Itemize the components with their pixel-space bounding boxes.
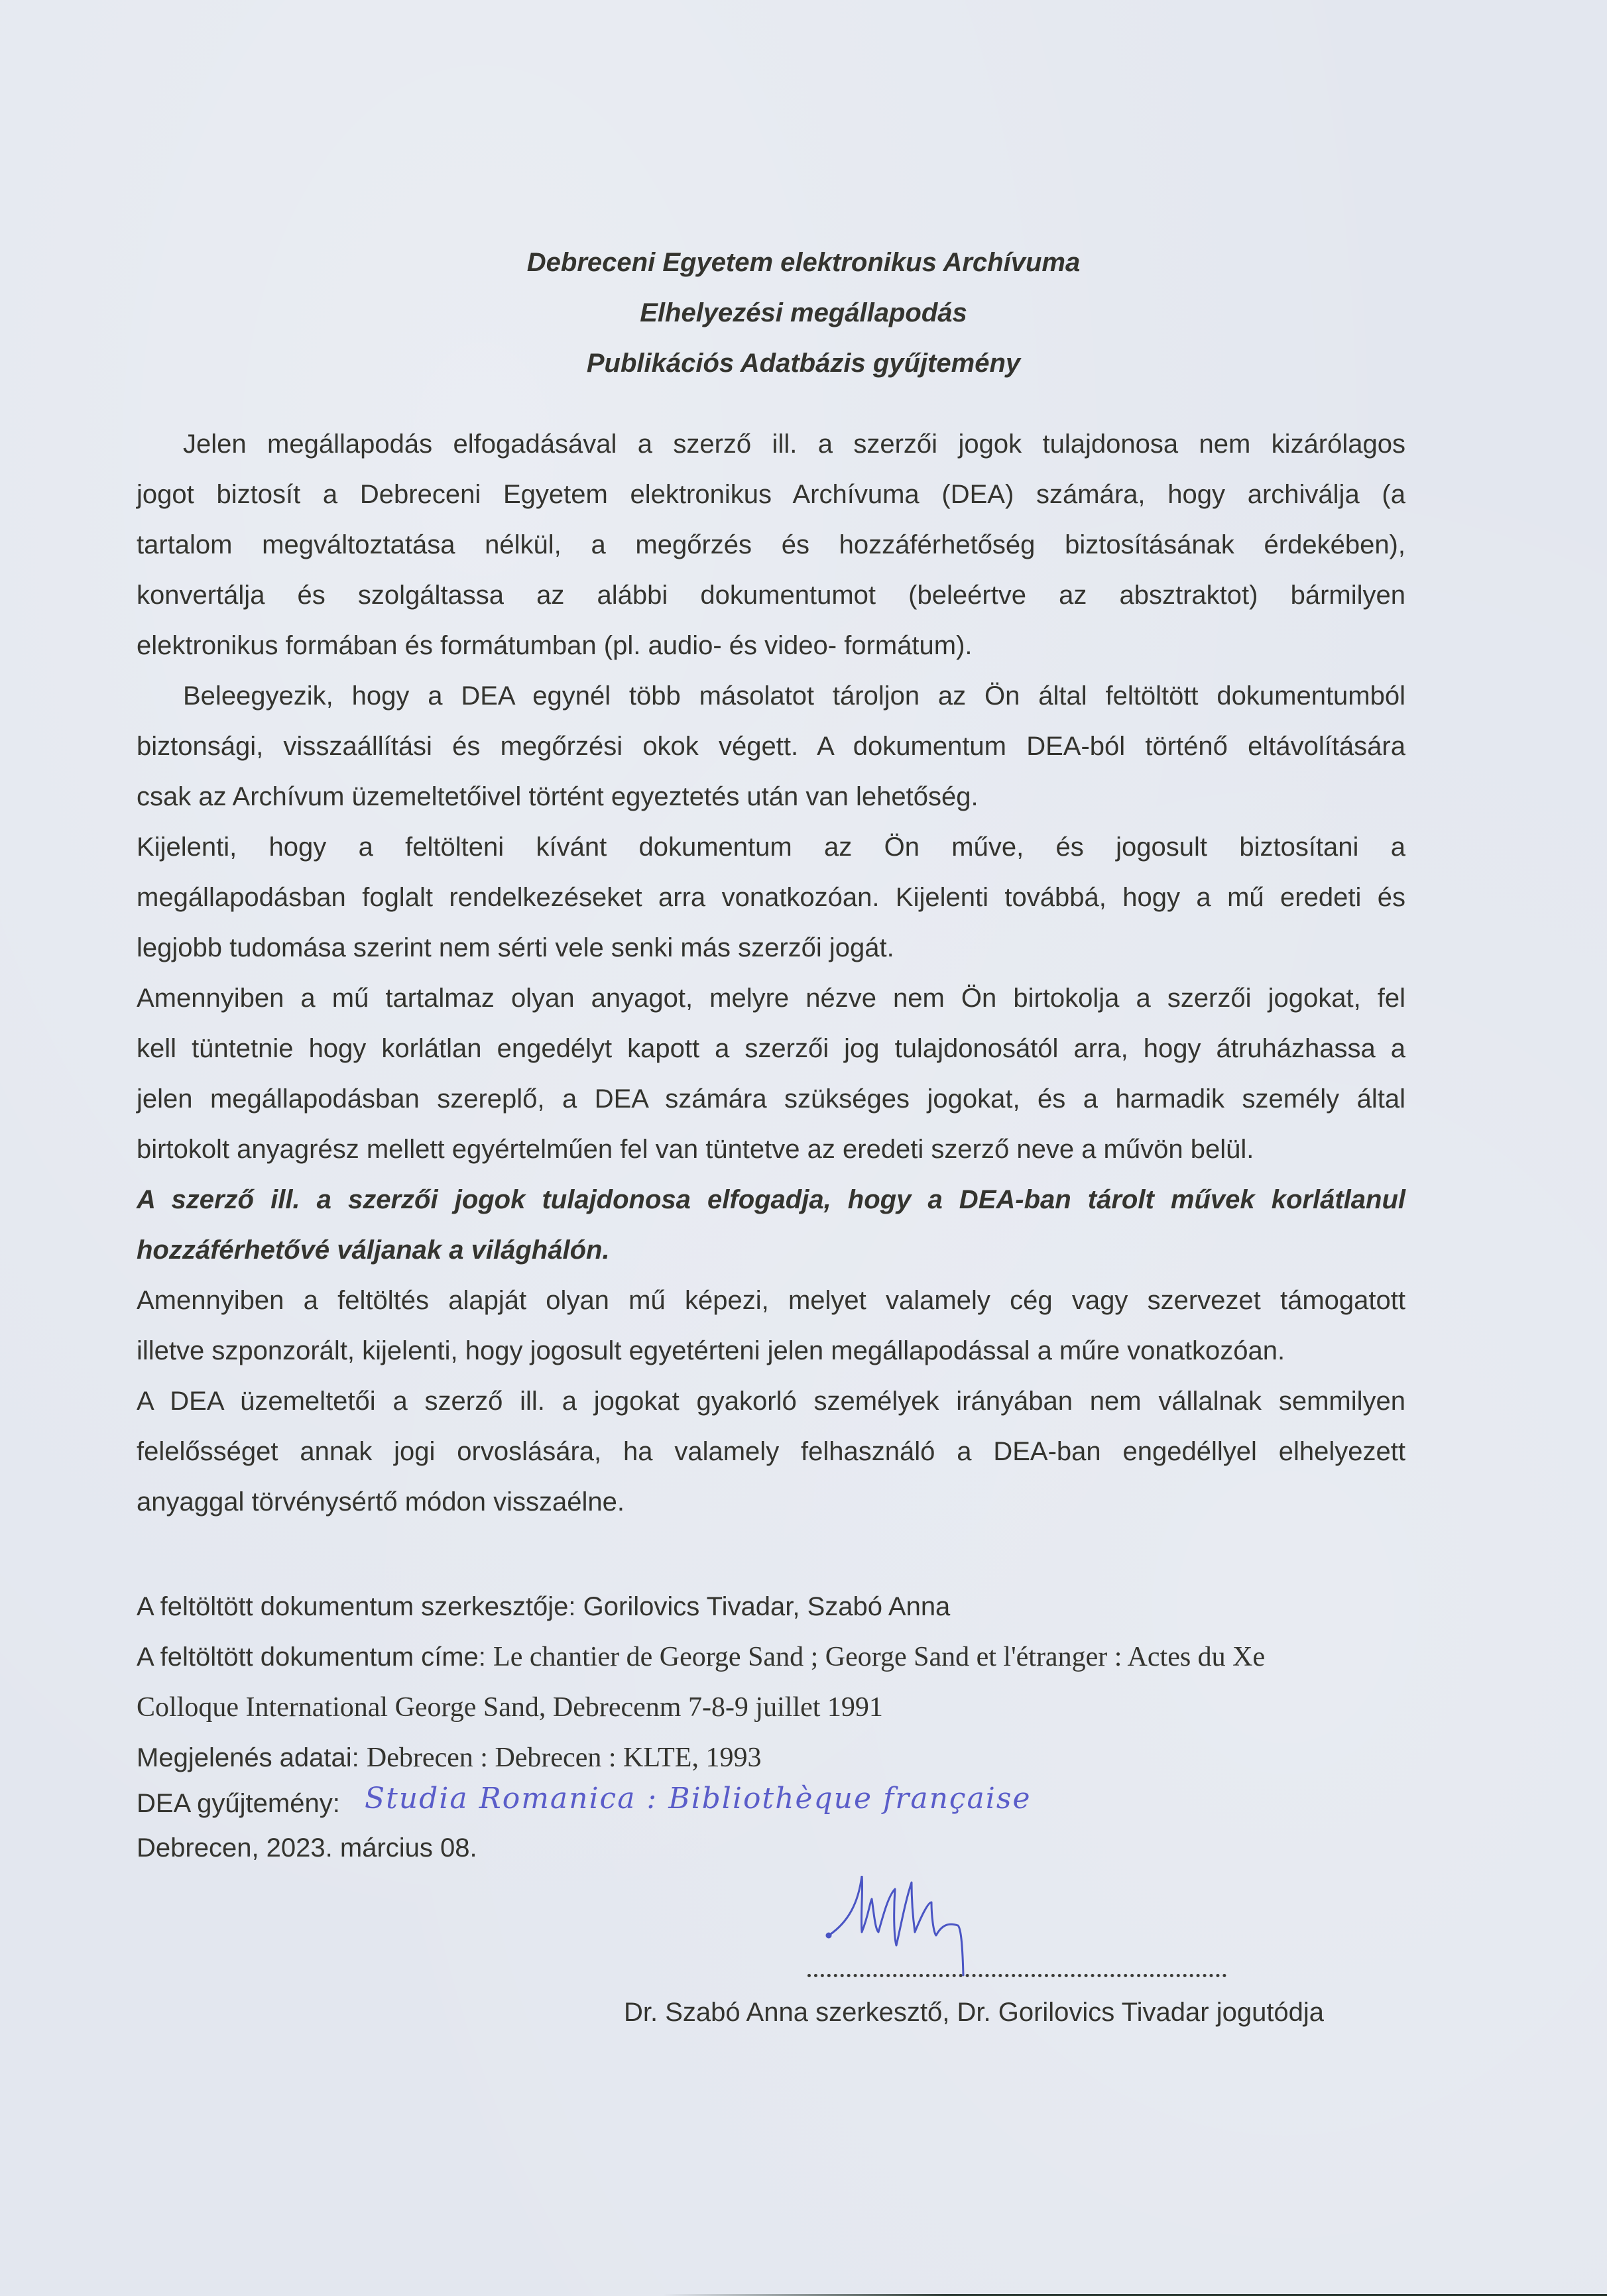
text-line: konvertálja és szolgáltassa az alábbi dokumentumot (beleértve az absztraktot) bármilyen [137,581,1405,610]
text-line: Amennyiben a feltöltés alapját olyan mű képezi, melyet valamely cég vagy szervezet támogatott [137,1286,1405,1315]
text-line: csak az Archívum üzemeltetőivel történt egyeztetés után van lehetőség. [137,782,979,811]
collection-handwritten-value: Studia Romanica : Bibliothèque française [364,1782,1032,1815]
text-line: tartalom megváltoztatása nélkül, a megőrzés és hozzáférhetőség biztosításának érdekében), [137,530,1405,559]
text-line: felelősséget annak jogi orvoslására, ha valamely felhasználó a DEA-ban engedéllyel elhelyezett [137,1437,1405,1466]
text-line: jogot biztosít a Debreceni Egyetem elektronikus Archívuma (DEA) számára, hogy archiválja (a [137,480,1405,509]
paragraph-authorship-declaration [137,822,1405,973]
publication-value: Debrecen : Debrecen : KLTE, 1993 [366,1743,762,1773]
signer-caption: Dr. Szabó Anna szerkesztő, Dr. Gorilovics Tivadar jogutódja [624,1998,1325,2027]
text-line: anyaggal törvénysértő módon visszaélne. [137,1487,625,1517]
text-line: legjobb tudomása szerint nem sérti vele senki más szerzői jogát. [137,933,894,962]
title-label: A feltöltött dokumentum címe: [137,1642,486,1672]
paragraph-third-party-material [137,973,1405,1175]
publication-label: Megjelenés adatai: [137,1743,359,1772]
text-line: Jelen megállapodás elfogadásával a szerző ill. a szerzői jogok tulajdonosa nem kizárólagos [183,430,1405,459]
text-line: illetve szponzorált, kijelenti, hogy jogosult egyetérteni jelen megállapodással a műre vonatkozóan. [137,1336,1285,1365]
collection-label: DEA gyűjtemény: [137,1789,340,1818]
paragraph-license-grant [137,419,1405,671]
text-line: Amennyiben a mű tartalmaz olyan anyagot, melyre nézve nem Ön birtokolja a szerzői jogokat, fel [137,984,1405,1013]
text-line: megállapodásban foglalt rendelkezéseket arra vonatkozóan. Kijelenti továbbá, hogy a mű eredeti és [137,883,1405,912]
publication-field [137,1733,1405,1783]
header-collection-title: Publikációs Adatbázis gyűjtemény [586,349,1021,378]
paragraph-copies-consent [137,671,1405,822]
text-line: biztonsági, visszaállítási és megőrzési okok végett. A dokumentum DEA-ból történő eltávolítására [137,732,1405,761]
date-line: Debrecen, 2023. március 08. [137,1833,477,1863]
collection-field [137,1783,1405,1823]
text-line: birtokolt anyagrész mellett egyértelműen fel van tüntetve az eredeti szerző neve a művön belül. [137,1135,1254,1164]
text-line: kell tüntetnie hogy korlátlan engedélyt kapott a szerzői jog tulajdonosától arra, hogy átruházhassa a [137,1034,1405,1063]
paragraph-open-access-acceptance [137,1175,1405,1275]
text-line: jelen megállapodásban szereplő, a DEA számára szükséges jogokat, és a harmadik személy által [137,1084,1405,1114]
title-field [137,1632,1405,1682]
title-value-continued: Colloque International George Sand, Debrecenm 7-8-9 juillet 1991 [137,1692,883,1723]
text-line: hozzáférhetővé váljanak a világhálón. [137,1235,610,1265]
header-archive-title: Debreceni Egyetem elektronikus Archívuma [526,248,1081,277]
header-agreement-title: Elhelyezési megállapodás [640,298,967,327]
text-line: Beleegyezik, hogy a DEA egynél több másolatot tároljon az Ön által feltöltött dokumentumból [183,681,1405,711]
editor-label: A feltöltött dokumentum szerkesztője: [137,1592,576,1621]
text-line: elektronikus formában és formátumban (pl. audio- és video- formátum). [137,631,973,660]
paragraph-liability [137,1376,1405,1527]
document-metadata [137,1581,1405,1873]
agreement-body [137,419,1405,1527]
paragraph-sponsorship [137,1275,1405,1376]
document-header [0,237,1607,388]
signature-line [807,1970,1226,1977]
text-line: Kijelenti, hogy a feltölteni kívánt dokumentum az Ön műve, és jogosult biztosítani a [137,832,1405,862]
title-field-continued [137,1682,1405,1733]
title-value: Le chantier de George Sand ; George Sand et l'étranger : Actes du Xe [493,1642,1266,1672]
editor-field [137,1581,1405,1632]
editor-value: Gorilovics Tivadar, Szabó Anna [583,1592,951,1621]
text-line: A DEA üzemeltetői a szerző ill. a jogokat gyakorló személyek irányában nem vállalnak semmilyen [137,1387,1405,1416]
text-line: A szerző ill. a szerzői jogok tulajdonosa elfogadja, hogy a DEA-ban tárolt művek korlátlanul [137,1185,1405,1214]
